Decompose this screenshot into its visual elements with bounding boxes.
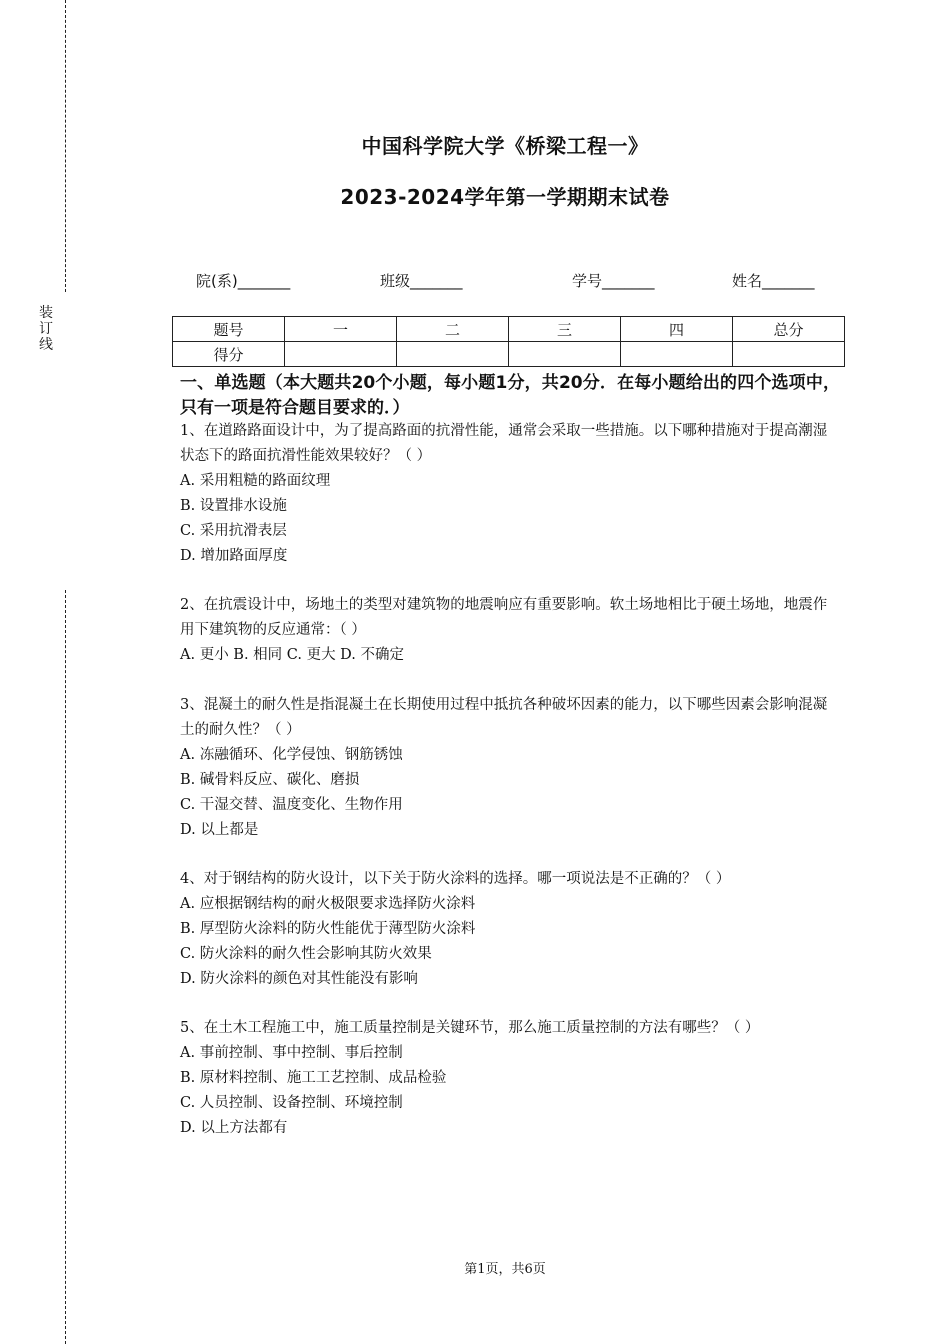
question-4 — [180, 867, 840, 992]
score-table-header: 三 — [509, 317, 621, 342]
question-stem: 4、对于钢结构的防火设计，以下关于防火涂料的选择。哪一项说法是不正确的？（ ） — [180, 871, 731, 887]
question-stem: 2、在抗震设计中，场地土的类型对建筑物的地震响应有重要影响。软土场地相比于硬土场地，地震作用下建筑物的反应通常：（ ） — [180, 597, 828, 638]
score-table-header: 一 — [285, 317, 397, 342]
question-1 — [180, 419, 840, 569]
section-heading: 一、单选题（本大题共20个小题，每小题1分，共20分．在每小题给出的四个选项中，只有一项是符合题目要求的．） — [180, 373, 840, 418]
score-table-header: 题号 — [173, 317, 285, 342]
question-2 — [180, 593, 840, 668]
score-table-header-row — [173, 317, 845, 342]
question-option: A. 更小 B. 相同 C. 更大 D. 不确定 — [180, 647, 405, 663]
exam-subtitle: 2023-2024学年第一学期期末试卷 — [340, 185, 670, 209]
binding-line-bottom — [65, 590, 66, 1344]
page-footer: 第1页，共6页 — [464, 1262, 546, 1277]
question-option: A. 应根据钢结构的耐火极限要求选择防火涂料 — [180, 896, 476, 912]
question-3 — [180, 693, 840, 843]
score-table — [172, 316, 845, 367]
student-info-row — [0, 270, 950, 290]
question-stem: 3、混凝土的耐久性是指混凝土在长期使用过程中抵抗各种破坏因素的能力，以下哪些因素会影响混凝土的耐久性？（ ） — [180, 697, 828, 738]
question-option: A. 采用粗糙的路面纹理 — [180, 473, 331, 489]
question-option: B. 原材料控制、施工工艺控制、成品检验 — [180, 1070, 447, 1086]
question-option: C. 防火涂料的耐久性会影响其防火效果 — [180, 946, 432, 962]
question-5 — [180, 1016, 840, 1141]
name-field: 姓名_______ — [732, 272, 815, 290]
question-option: D. 增加路面厚度 — [180, 548, 288, 564]
score-table-header: 二 — [397, 317, 509, 342]
question-stem: 5、在土木工程施工中，施工质量控制是关键环节，那么施工质量控制的方法有哪些？（ ） — [180, 1020, 760, 1036]
question-option: D. 以上都是 — [180, 822, 259, 838]
question-option: A. 事前控制、事中控制、事后控制 — [180, 1045, 403, 1061]
question-option: D. 防火涂料的颜色对其性能没有影响 — [180, 971, 418, 987]
score-cell — [733, 342, 845, 367]
score-cell — [621, 342, 733, 367]
score-table-header: 四 — [621, 317, 733, 342]
question-option: B. 碱骨料反应、碳化、磨损 — [180, 772, 360, 788]
question-option: C. 人员控制、设备控制、环境控制 — [180, 1095, 403, 1111]
question-option: C. 采用抗滑表层 — [180, 523, 287, 539]
score-table-header: 总分 — [733, 317, 845, 342]
binding-line-label: 装订线 — [39, 305, 53, 353]
question-option: A. 冻融循环、化学侵蚀、钢筋锈蚀 — [180, 747, 403, 763]
question-option: B. 设置排水设施 — [180, 498, 287, 514]
question-option: D. 以上方法都有 — [180, 1120, 288, 1136]
department-field: 院(系)_______ — [196, 272, 291, 290]
question-option: C. 干湿交替、温度变化、生物作用 — [180, 797, 403, 813]
score-table-score-row — [173, 342, 845, 367]
score-cell — [509, 342, 621, 367]
student-id-field: 学号_______ — [572, 272, 655, 290]
score-cell — [285, 342, 397, 367]
question-option: B. 厚型防火涂料的防火性能优于薄型防火涂料 — [180, 921, 476, 937]
score-cell — [397, 342, 509, 367]
class-field: 班级_______ — [380, 272, 463, 290]
score-row-label: 得分 — [173, 342, 285, 367]
question-stem: 1、在道路路面设计中，为了提高路面的抗滑性能，通常会采取一些措施。以下哪种措施对于提高潮湿状态下的路面抗滑性能效果较好？（ ） — [180, 423, 828, 464]
exam-title: 中国科学院大学《桥梁工程一》 — [361, 134, 649, 158]
